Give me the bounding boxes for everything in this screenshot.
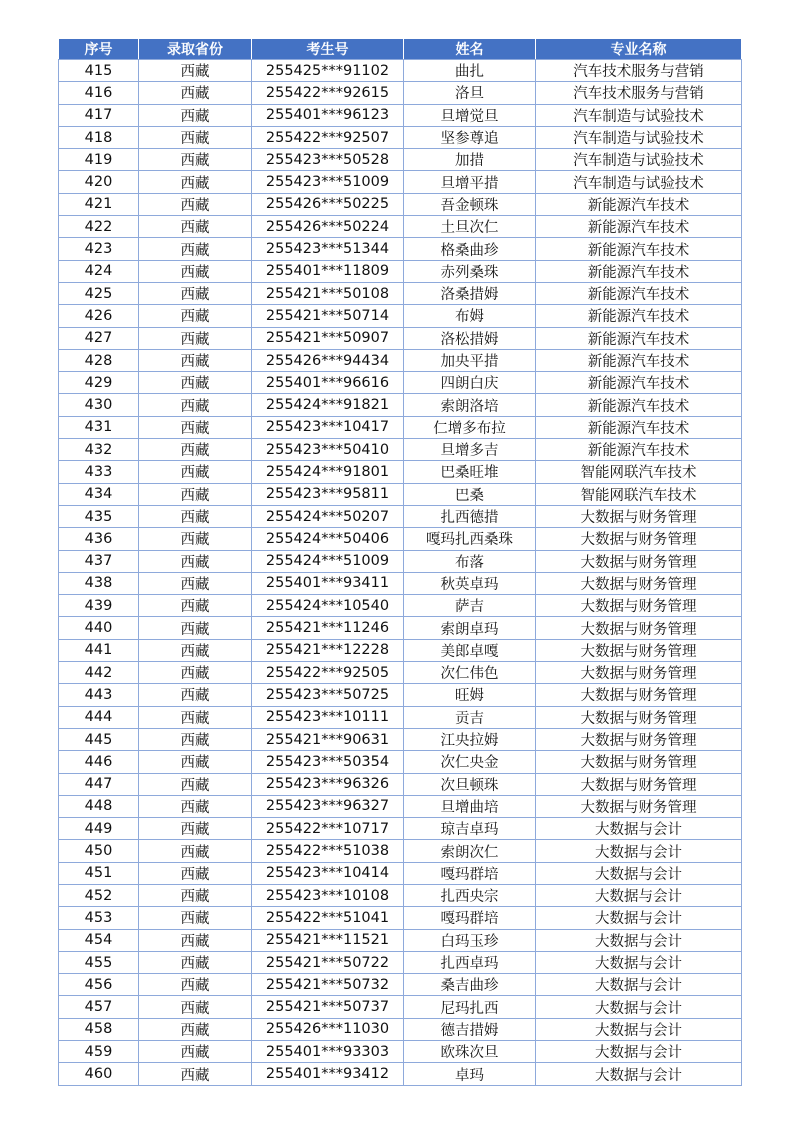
cell-exam-number: 255423***51009 (252, 171, 404, 193)
cell-name: 嘎玛群培 (404, 907, 536, 929)
table-header-row (59, 39, 742, 60)
cell-seq: 448 (59, 795, 139, 817)
cell-name: 桑吉曲珍 (404, 974, 536, 996)
cell-exam-number: 255423***96326 (252, 773, 404, 795)
cell-name: 坚参尊追 (404, 126, 536, 148)
cell-exam-number: 255425***91102 (252, 60, 404, 82)
cell-province: 西藏 (139, 862, 252, 884)
cell-province: 西藏 (139, 260, 252, 282)
table-row (59, 572, 742, 594)
cell-exam-number: 255423***96327 (252, 795, 404, 817)
cell-name: 旦增曲培 (404, 795, 536, 817)
cell-name: 布落 (404, 550, 536, 572)
cell-name: 嘎玛扎西桑珠 (404, 528, 536, 550)
cell-seq: 453 (59, 907, 139, 929)
cell-seq: 451 (59, 862, 139, 884)
cell-major: 汽车技术服务与营销 (536, 60, 742, 82)
cell-exam-number: 255424***50207 (252, 505, 404, 527)
table-row (59, 728, 742, 750)
table-row (59, 884, 742, 906)
cell-major: 汽车制造与试验技术 (536, 104, 742, 126)
cell-name: 仁增多布拉 (404, 416, 536, 438)
cell-major: 大数据与财务管理 (536, 706, 742, 728)
cell-major: 新能源汽车技术 (536, 305, 742, 327)
cell-name: 扎西卓玛 (404, 951, 536, 973)
cell-province: 西藏 (139, 238, 252, 260)
cell-seq: 452 (59, 884, 139, 906)
cell-major: 新能源汽车技术 (536, 193, 742, 215)
cell-province: 西藏 (139, 818, 252, 840)
cell-province: 西藏 (139, 126, 252, 148)
cell-major: 大数据与会计 (536, 818, 742, 840)
cell-seq: 429 (59, 372, 139, 394)
cell-exam-number: 255421***12228 (252, 639, 404, 661)
table-row (59, 818, 742, 840)
cell-exam-number: 255401***96123 (252, 104, 404, 126)
cell-major: 智能网联汽车技术 (536, 461, 742, 483)
cell-exam-number: 255401***93412 (252, 1063, 404, 1085)
cell-seq: 434 (59, 483, 139, 505)
cell-major: 大数据与财务管理 (536, 617, 742, 639)
cell-seq: 427 (59, 327, 139, 349)
cell-exam-number: 255423***50354 (252, 751, 404, 773)
cell-province: 西藏 (139, 82, 252, 104)
cell-province: 西藏 (139, 327, 252, 349)
cell-major: 大数据与会计 (536, 862, 742, 884)
table-row (59, 171, 742, 193)
cell-major: 大数据与财务管理 (536, 662, 742, 684)
cell-province: 西藏 (139, 1041, 252, 1063)
cell-name: 德吉措姆 (404, 1018, 536, 1040)
cell-seq: 420 (59, 171, 139, 193)
cell-seq: 436 (59, 528, 139, 550)
table-row (59, 149, 742, 171)
cell-province: 西藏 (139, 149, 252, 171)
cell-province: 西藏 (139, 550, 252, 572)
cell-name: 萨吉 (404, 595, 536, 617)
cell-exam-number: 255401***93303 (252, 1041, 404, 1063)
cell-seq: 425 (59, 282, 139, 304)
cell-exam-number: 255422***51041 (252, 907, 404, 929)
cell-province: 西藏 (139, 505, 252, 527)
cell-province: 西藏 (139, 104, 252, 126)
table-row (59, 394, 742, 416)
cell-seq: 426 (59, 305, 139, 327)
cell-name: 次仁央金 (404, 751, 536, 773)
cell-name: 欧珠次旦 (404, 1041, 536, 1063)
cell-seq: 432 (59, 439, 139, 461)
table-row (59, 60, 742, 82)
cell-seq: 415 (59, 60, 139, 82)
cell-exam-number: 255421***50737 (252, 996, 404, 1018)
table-row (59, 1063, 742, 1085)
table-row (59, 662, 742, 684)
cell-province: 西藏 (139, 282, 252, 304)
table-row (59, 260, 742, 282)
cell-exam-number: 255421***50722 (252, 951, 404, 973)
cell-province: 西藏 (139, 773, 252, 795)
cell-major: 新能源汽车技术 (536, 394, 742, 416)
cell-exam-number: 255401***96616 (252, 372, 404, 394)
cell-name: 白玛玉珍 (404, 929, 536, 951)
cell-name: 琼吉卓玛 (404, 818, 536, 840)
table-row (59, 773, 742, 795)
cell-name: 格桑曲珍 (404, 238, 536, 260)
table-row (59, 840, 742, 862)
table-row (59, 327, 742, 349)
cell-major: 大数据与会计 (536, 1018, 742, 1040)
table-row (59, 1018, 742, 1040)
cell-seq: 417 (59, 104, 139, 126)
cell-province: 西藏 (139, 595, 252, 617)
cell-name: 吾金顿珠 (404, 193, 536, 215)
cell-province: 西藏 (139, 349, 252, 371)
table-row (59, 974, 742, 996)
cell-exam-number: 255421***50907 (252, 327, 404, 349)
cell-major: 大数据与会计 (536, 1063, 742, 1085)
cell-major: 新能源汽车技术 (536, 416, 742, 438)
cell-seq: 430 (59, 394, 139, 416)
cell-seq: 443 (59, 684, 139, 706)
cell-seq: 456 (59, 974, 139, 996)
cell-major: 大数据与财务管理 (536, 773, 742, 795)
cell-province: 西藏 (139, 951, 252, 973)
cell-province: 西藏 (139, 372, 252, 394)
cell-major: 大数据与财务管理 (536, 728, 742, 750)
cell-seq: 445 (59, 728, 139, 750)
cell-exam-number: 255423***95811 (252, 483, 404, 505)
cell-exam-number: 255423***10111 (252, 706, 404, 728)
table-row (59, 595, 742, 617)
table-row (59, 684, 742, 706)
cell-exam-number: 255421***50714 (252, 305, 404, 327)
cell-province: 西藏 (139, 617, 252, 639)
header-exam-number: 考生号 (252, 39, 404, 60)
cell-exam-number: 255421***50732 (252, 974, 404, 996)
cell-seq: 439 (59, 595, 139, 617)
cell-exam-number: 255423***50528 (252, 149, 404, 171)
cell-seq: 419 (59, 149, 139, 171)
cell-exam-number: 255424***50406 (252, 528, 404, 550)
header-province: 录取省份 (139, 39, 252, 60)
cell-name: 扎西德措 (404, 505, 536, 527)
cell-name: 旦增多吉 (404, 439, 536, 461)
cell-major: 大数据与财务管理 (536, 550, 742, 572)
cell-seq: 431 (59, 416, 139, 438)
cell-province: 西藏 (139, 416, 252, 438)
table-body (59, 60, 742, 1086)
table-row (59, 104, 742, 126)
table-row (59, 461, 742, 483)
cell-seq: 421 (59, 193, 139, 215)
table-row (59, 126, 742, 148)
cell-major: 汽车制造与试验技术 (536, 126, 742, 148)
cell-name: 加措 (404, 149, 536, 171)
header-major: 专业名称 (536, 39, 742, 60)
cell-major: 大数据与财务管理 (536, 751, 742, 773)
cell-name: 次仁伟色 (404, 662, 536, 684)
cell-province: 西藏 (139, 907, 252, 929)
cell-province: 西藏 (139, 706, 252, 728)
cell-exam-number: 255423***10414 (252, 862, 404, 884)
cell-province: 西藏 (139, 974, 252, 996)
admission-table (58, 38, 742, 1086)
cell-major: 新能源汽车技术 (536, 372, 742, 394)
cell-major: 新能源汽车技术 (536, 238, 742, 260)
cell-exam-number: 255424***91821 (252, 394, 404, 416)
cell-name: 江央拉姆 (404, 728, 536, 750)
cell-province: 西藏 (139, 795, 252, 817)
table-row (59, 996, 742, 1018)
cell-seq: 423 (59, 238, 139, 260)
cell-name: 洛松措姆 (404, 327, 536, 349)
cell-name: 旦增觉旦 (404, 104, 536, 126)
cell-major: 智能网联汽车技术 (536, 483, 742, 505)
table-row (59, 550, 742, 572)
cell-exam-number: 255423***10417 (252, 416, 404, 438)
cell-exam-number: 255423***51344 (252, 238, 404, 260)
cell-seq: 428 (59, 349, 139, 371)
cell-major: 大数据与会计 (536, 974, 742, 996)
header-seq: 序号 (59, 39, 139, 60)
table-row (59, 483, 742, 505)
cell-exam-number: 255423***50725 (252, 684, 404, 706)
cell-exam-number: 255401***11809 (252, 260, 404, 282)
cell-exam-number: 255421***90631 (252, 728, 404, 750)
cell-seq: 422 (59, 216, 139, 238)
cell-seq: 442 (59, 662, 139, 684)
cell-name: 卓玛 (404, 1063, 536, 1085)
table-row (59, 862, 742, 884)
cell-major: 大数据与会计 (536, 929, 742, 951)
cell-exam-number: 255426***11030 (252, 1018, 404, 1040)
table-row (59, 795, 742, 817)
header-name: 姓名 (404, 39, 536, 60)
cell-name: 赤列桑珠 (404, 260, 536, 282)
cell-major: 新能源汽车技术 (536, 216, 742, 238)
cell-province: 西藏 (139, 639, 252, 661)
table-row (59, 349, 742, 371)
cell-name: 索朗卓玛 (404, 617, 536, 639)
cell-province: 西藏 (139, 929, 252, 951)
cell-province: 西藏 (139, 483, 252, 505)
cell-major: 汽车制造与试验技术 (536, 149, 742, 171)
cell-province: 西藏 (139, 439, 252, 461)
cell-seq: 449 (59, 818, 139, 840)
table-row (59, 505, 742, 527)
cell-major: 大数据与会计 (536, 996, 742, 1018)
cell-exam-number: 255421***11246 (252, 617, 404, 639)
cell-exam-number: 255401***93411 (252, 572, 404, 594)
cell-name: 贡吉 (404, 706, 536, 728)
cell-province: 西藏 (139, 394, 252, 416)
cell-province: 西藏 (139, 996, 252, 1018)
cell-seq: 458 (59, 1018, 139, 1040)
cell-name: 巴桑 (404, 483, 536, 505)
cell-name: 巴桑旺堆 (404, 461, 536, 483)
cell-major: 汽车制造与试验技术 (536, 171, 742, 193)
cell-name: 洛旦 (404, 82, 536, 104)
cell-major: 大数据与会计 (536, 840, 742, 862)
cell-province: 西藏 (139, 840, 252, 862)
cell-name: 索朗洛培 (404, 394, 536, 416)
cell-major: 大数据与财务管理 (536, 684, 742, 706)
cell-name: 洛桑措姆 (404, 282, 536, 304)
cell-name: 美郎卓嘎 (404, 639, 536, 661)
cell-seq: 437 (59, 550, 139, 572)
table-row (59, 907, 742, 929)
cell-province: 西藏 (139, 662, 252, 684)
cell-seq: 416 (59, 82, 139, 104)
table-row (59, 82, 742, 104)
cell-major: 大数据与财务管理 (536, 505, 742, 527)
cell-major: 大数据与财务管理 (536, 595, 742, 617)
table-row (59, 528, 742, 550)
cell-name: 加央平措 (404, 349, 536, 371)
cell-seq: 459 (59, 1041, 139, 1063)
cell-province: 西藏 (139, 884, 252, 906)
cell-name: 布姆 (404, 305, 536, 327)
table-row (59, 951, 742, 973)
cell-exam-number: 255426***94434 (252, 349, 404, 371)
table-row (59, 929, 742, 951)
cell-exam-number: 255422***51038 (252, 840, 404, 862)
cell-exam-number: 255426***50225 (252, 193, 404, 215)
cell-seq: 424 (59, 260, 139, 282)
table-row (59, 372, 742, 394)
cell-major: 新能源汽车技术 (536, 439, 742, 461)
cell-name: 扎西央宗 (404, 884, 536, 906)
cell-major: 大数据与会计 (536, 884, 742, 906)
cell-seq: 455 (59, 951, 139, 973)
cell-seq: 444 (59, 706, 139, 728)
cell-province: 西藏 (139, 1063, 252, 1085)
cell-name: 四朗白庆 (404, 372, 536, 394)
cell-major: 新能源汽车技术 (536, 260, 742, 282)
cell-exam-number: 255424***10540 (252, 595, 404, 617)
cell-province: 西藏 (139, 216, 252, 238)
cell-name: 旦增平措 (404, 171, 536, 193)
cell-major: 汽车技术服务与营销 (536, 82, 742, 104)
cell-province: 西藏 (139, 171, 252, 193)
cell-name: 次旦顿珠 (404, 773, 536, 795)
table-row (59, 751, 742, 773)
table-row (59, 193, 742, 215)
cell-province: 西藏 (139, 728, 252, 750)
table-row (59, 282, 742, 304)
cell-province: 西藏 (139, 572, 252, 594)
cell-seq: 457 (59, 996, 139, 1018)
table-row (59, 1041, 742, 1063)
cell-major: 新能源汽车技术 (536, 282, 742, 304)
cell-exam-number: 255424***51009 (252, 550, 404, 572)
cell-major: 大数据与财务管理 (536, 572, 742, 594)
cell-major: 新能源汽车技术 (536, 327, 742, 349)
cell-province: 西藏 (139, 305, 252, 327)
cell-seq: 447 (59, 773, 139, 795)
cell-major: 大数据与会计 (536, 1041, 742, 1063)
cell-exam-number: 255423***10108 (252, 884, 404, 906)
cell-seq: 450 (59, 840, 139, 862)
cell-province: 西藏 (139, 1018, 252, 1040)
cell-seq: 441 (59, 639, 139, 661)
table-row (59, 416, 742, 438)
cell-seq: 446 (59, 751, 139, 773)
cell-seq: 418 (59, 126, 139, 148)
cell-seq: 435 (59, 505, 139, 527)
cell-seq: 454 (59, 929, 139, 951)
cell-major: 大数据与财务管理 (536, 795, 742, 817)
cell-province: 西藏 (139, 528, 252, 550)
cell-seq: 440 (59, 617, 139, 639)
cell-major: 大数据与会计 (536, 907, 742, 929)
cell-seq: 460 (59, 1063, 139, 1085)
cell-name: 秋英卓玛 (404, 572, 536, 594)
cell-exam-number: 255426***50224 (252, 216, 404, 238)
cell-exam-number: 255422***92505 (252, 662, 404, 684)
cell-seq: 438 (59, 572, 139, 594)
table-row (59, 617, 742, 639)
cell-major: 大数据与财务管理 (536, 639, 742, 661)
cell-name: 土旦次仁 (404, 216, 536, 238)
cell-exam-number: 255423***50410 (252, 439, 404, 461)
cell-province: 西藏 (139, 60, 252, 82)
cell-province: 西藏 (139, 461, 252, 483)
cell-major: 大数据与会计 (536, 951, 742, 973)
cell-name: 嘎玛群培 (404, 862, 536, 884)
cell-province: 西藏 (139, 193, 252, 215)
cell-exam-number: 255421***11521 (252, 929, 404, 951)
cell-province: 西藏 (139, 751, 252, 773)
table-row (59, 639, 742, 661)
cell-exam-number: 255424***91801 (252, 461, 404, 483)
cell-major: 新能源汽车技术 (536, 349, 742, 371)
cell-exam-number: 255422***92615 (252, 82, 404, 104)
cell-name: 尼玛扎西 (404, 996, 536, 1018)
cell-major: 大数据与财务管理 (536, 528, 742, 550)
table-row (59, 305, 742, 327)
cell-name: 旺姆 (404, 684, 536, 706)
table-row (59, 439, 742, 461)
cell-exam-number: 255422***92507 (252, 126, 404, 148)
table-row (59, 238, 742, 260)
cell-exam-number: 255421***50108 (252, 282, 404, 304)
cell-name: 索朗次仁 (404, 840, 536, 862)
cell-name: 曲扎 (404, 60, 536, 82)
cell-province: 西藏 (139, 684, 252, 706)
table-row (59, 706, 742, 728)
cell-exam-number: 255422***10717 (252, 818, 404, 840)
table-row (59, 216, 742, 238)
cell-seq: 433 (59, 461, 139, 483)
